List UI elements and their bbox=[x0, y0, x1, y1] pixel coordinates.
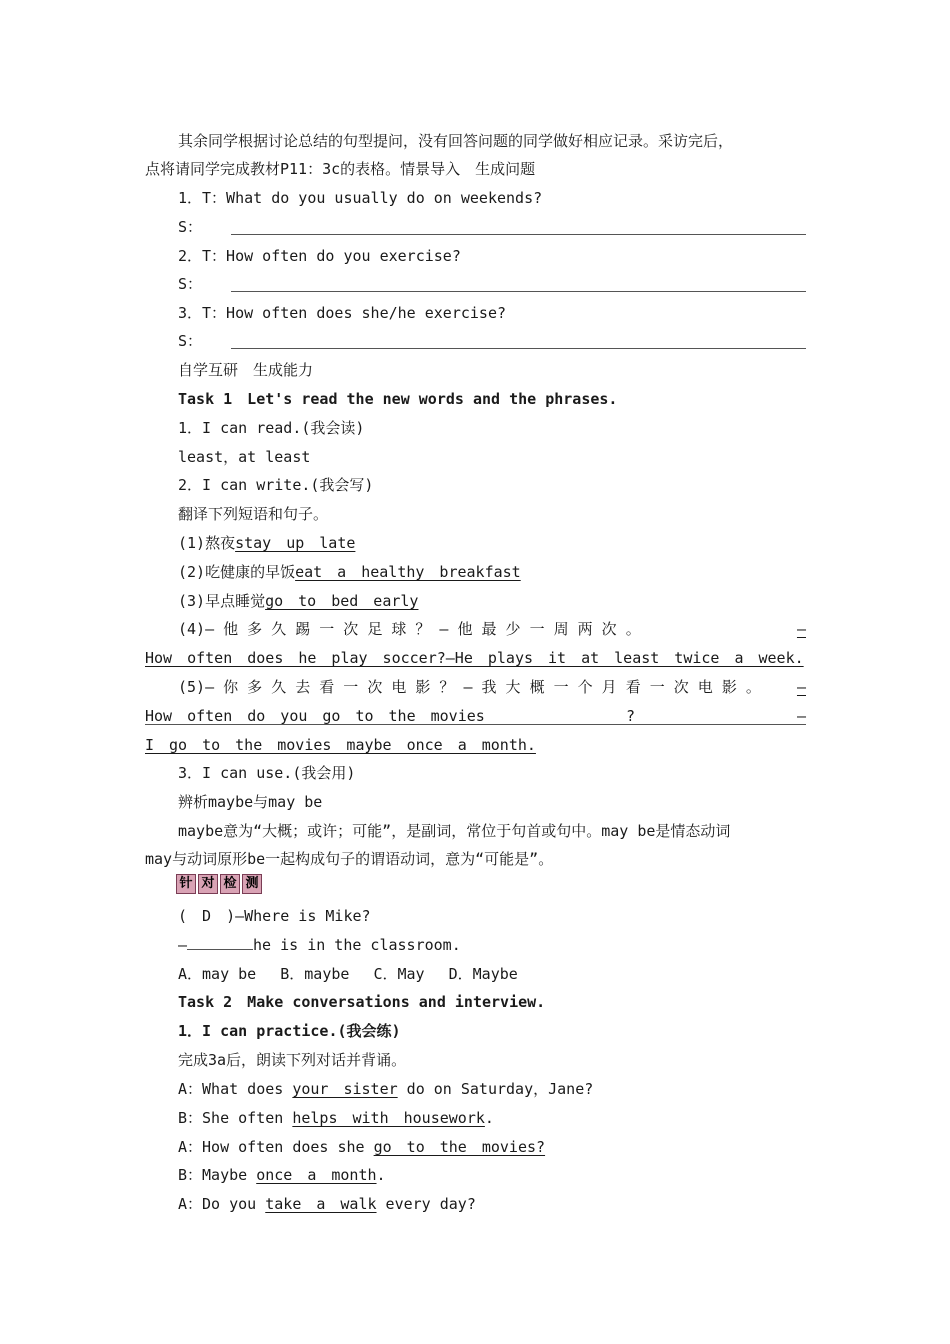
translate-item-5-question bbox=[178, 676, 806, 698]
practice-answer: D bbox=[202, 907, 212, 925]
question-1: 1．T：What do you usually do on weekends? bbox=[178, 189, 543, 207]
intro-line-2: 点将请同学完成教材P11：3c的表格。情景导入 生成问题 bbox=[145, 160, 536, 178]
translate-item-2 bbox=[178, 561, 521, 583]
dialogue-answer: go to the movies? bbox=[373, 1138, 546, 1156]
use-title: 辨析maybe与may be bbox=[178, 793, 323, 811]
section-heading: 自学互研 生成能力 bbox=[178, 361, 314, 379]
dialogue-answer: take a walk bbox=[265, 1195, 377, 1213]
item-answer: How often do you go to the movies bbox=[145, 707, 485, 725]
dialogue-text: B：She often bbox=[178, 1109, 293, 1127]
intro-line-1: 其余同学根据讨论总结的句型提问，没有回答问题的同学做好相应记录。采访完后， bbox=[178, 132, 734, 150]
badge-char: 针 bbox=[176, 874, 196, 894]
practice-heading: 1．I can practice.(我会练) bbox=[178, 1022, 401, 1040]
dialogue-answer: once a month bbox=[256, 1166, 377, 1184]
dialogue-line bbox=[178, 1078, 593, 1100]
dialogue-line bbox=[178, 1193, 476, 1215]
item-answer: stay up late bbox=[235, 534, 356, 552]
item-answer: eat a healthy breakfast bbox=[295, 563, 521, 581]
task1-title: Task 1 Let's read the new words and the phrases. bbox=[178, 390, 618, 408]
dash: — bbox=[178, 936, 188, 954]
dialogue-answer: your sister bbox=[292, 1080, 398, 1098]
badge-char: 对 bbox=[198, 874, 218, 894]
write-heading: 2．I can write.(我会写) bbox=[178, 476, 374, 494]
dialogue-line bbox=[178, 1164, 386, 1186]
dialogue-text: B：Maybe bbox=[178, 1166, 257, 1184]
dialogue-line bbox=[178, 1107, 494, 1129]
dialogue-text: do on Saturday，Jane? bbox=[397, 1080, 594, 1098]
item-dash: — bbox=[796, 620, 806, 638]
read-heading: 1．I can read.(我会读) bbox=[178, 419, 365, 437]
use-text-1: maybe意为“大概；或许；可能”，是副词，常位于句首或句中。may be是情态动词 bbox=[178, 822, 731, 840]
dialogue-line bbox=[178, 1136, 545, 1158]
badge-char: 测 bbox=[242, 874, 262, 894]
dialogue-text: A：Do you bbox=[178, 1195, 266, 1213]
practice-question bbox=[178, 905, 371, 927]
answer-blank-1[interactable] bbox=[231, 234, 806, 235]
practice-options: A．may be B．maybe C．May D．Maybe bbox=[178, 965, 518, 983]
dialogue-text: A：How often does she bbox=[178, 1138, 374, 1156]
dialogue-text: every day? bbox=[376, 1195, 476, 1213]
item-answer: go to bed early bbox=[265, 592, 419, 610]
practice-question-text: )—Where is Mike? bbox=[211, 907, 371, 925]
item-prompt: (5)— 你 多 久 去 看 一 次 电 影 ？ — 我 大 概 一 个 月 看 一 次 电 影 。 bbox=[178, 678, 761, 696]
translate-item-5-answer-line2: I go to the movies maybe once a month. bbox=[145, 736, 536, 754]
question-2: 2．T：How often do you exercise? bbox=[178, 247, 461, 265]
dialogue-text: . bbox=[484, 1109, 494, 1127]
task2-instruction: 完成3a后，朗读下列对话并背诵。 bbox=[178, 1051, 407, 1069]
task2-title: Task 2 Make conversations and interview. bbox=[178, 993, 546, 1011]
answer-blank-3[interactable] bbox=[231, 348, 806, 349]
answer-label-2: S： bbox=[178, 275, 203, 293]
answer-underline bbox=[145, 724, 806, 725]
use-heading: 3．I can use.(我会用) bbox=[178, 764, 356, 782]
item-prompt: (4)— 他 多 久 踢 一 次 足 球 ？ — 他 最 少 一 周 两 次 。 bbox=[178, 620, 641, 638]
answer-blank-2[interactable] bbox=[231, 291, 806, 292]
item-dash: — bbox=[796, 707, 806, 725]
badge-char: 检 bbox=[220, 874, 240, 894]
dialogue-text: A：What does bbox=[178, 1080, 293, 1098]
practice-blank-line bbox=[178, 934, 461, 956]
translate-item-1 bbox=[178, 532, 355, 554]
dialogue-answer: helps with housework bbox=[292, 1109, 485, 1127]
question-mark: ? bbox=[626, 707, 636, 725]
practice-sentence: he is in the classroom. bbox=[253, 936, 461, 954]
translate-item-3 bbox=[178, 590, 418, 612]
write-instruction: 翻译下列短语和句子。 bbox=[178, 505, 329, 523]
item-dash: — bbox=[796, 678, 806, 696]
translate-item-4-answer: How often does he play soccer?—He plays it at least twice a week. bbox=[145, 649, 804, 667]
use-text-2: may与动词原形be一起构成句子的谓语动词，意为“可能是”。 bbox=[145, 850, 554, 868]
item-prompt: (3)早点睡觉 bbox=[178, 592, 266, 610]
read-words: least，at least bbox=[178, 448, 311, 466]
fill-blank[interactable] bbox=[187, 935, 253, 950]
practice-badge bbox=[176, 874, 264, 894]
answer-label-3: S： bbox=[178, 332, 203, 350]
item-prompt: (1)熬夜 bbox=[178, 534, 236, 552]
question-3: 3．T：How often does she/he exercise? bbox=[178, 304, 507, 322]
translate-item-4-question bbox=[178, 618, 806, 640]
answer-label-1: S： bbox=[178, 218, 203, 236]
dialogue-text: . bbox=[376, 1166, 386, 1184]
item-prompt: (2)吃健康的早饭 bbox=[178, 563, 296, 581]
bracket-open: ( bbox=[178, 907, 203, 925]
